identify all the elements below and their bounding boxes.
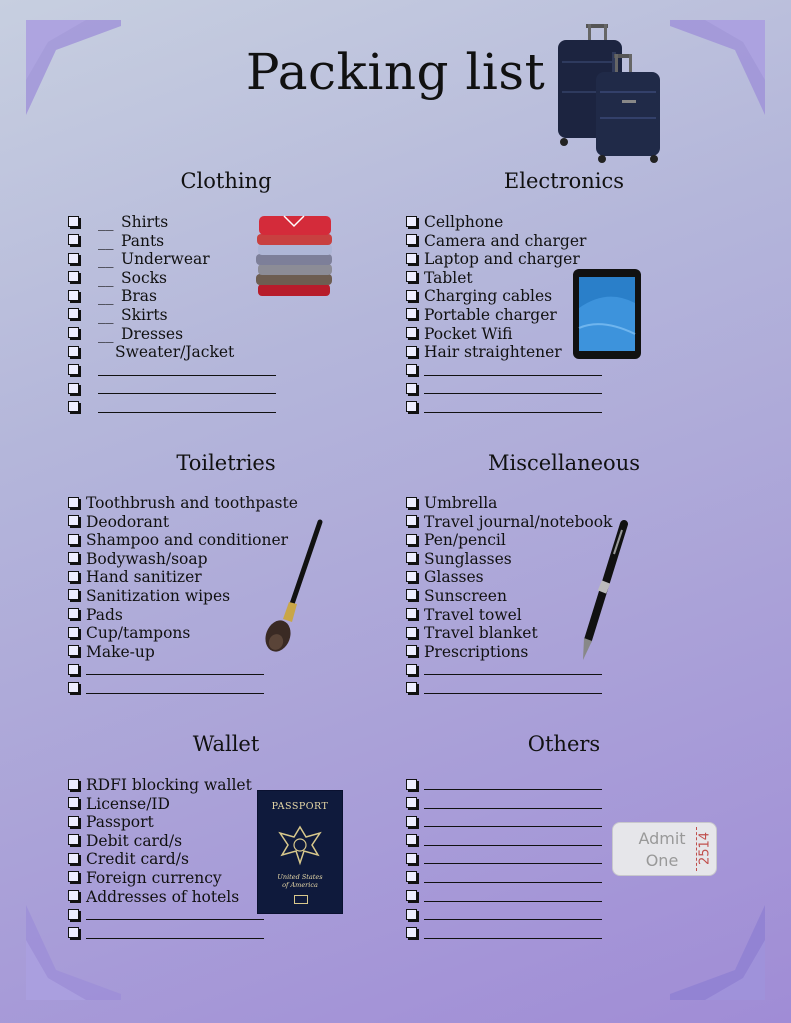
checkbox[interactable] <box>68 682 79 693</box>
others-list <box>406 776 602 943</box>
luggage-image <box>552 22 664 164</box>
list-item <box>68 213 276 232</box>
checkbox[interactable] <box>68 401 79 412</box>
item-label: Pocket Wifi <box>424 324 513 343</box>
item-label: Hand sanitizer <box>86 568 202 587</box>
list-item <box>68 343 276 362</box>
makeup-brush-image <box>262 518 326 654</box>
blank-list-item <box>406 925 602 944</box>
ticket-one-label: One <box>645 851 679 870</box>
list-item <box>406 213 602 232</box>
passport-image <box>257 790 343 914</box>
item-label: Socks <box>121 268 167 287</box>
blank-list-item <box>406 888 602 907</box>
list-item <box>68 269 276 288</box>
checkbox[interactable] <box>68 552 79 563</box>
blank-list-item <box>68 925 264 944</box>
item-label: Tablet <box>424 268 473 287</box>
count-blank: __ <box>98 324 114 343</box>
checkbox[interactable] <box>68 571 79 582</box>
write-in-line[interactable] <box>98 399 276 413</box>
item-label: Sweater/Jacket <box>115 343 235 362</box>
blank-list-item <box>406 661 612 680</box>
write-in-line[interactable] <box>424 380 602 394</box>
blank-list-item <box>406 680 612 699</box>
checkbox[interactable] <box>406 797 417 808</box>
write-in-line[interactable] <box>424 362 602 376</box>
blank-list-item <box>406 906 602 925</box>
list-item <box>68 888 264 907</box>
checkbox[interactable] <box>68 589 79 600</box>
checkbox[interactable] <box>406 779 417 790</box>
checkbox[interactable] <box>68 664 79 675</box>
checkbox[interactable] <box>406 816 417 827</box>
write-in-line[interactable] <box>424 776 602 790</box>
checkbox[interactable] <box>406 308 417 319</box>
checkbox[interactable] <box>406 927 417 938</box>
checkbox[interactable] <box>406 253 417 264</box>
item-label: Portable charger <box>424 305 557 324</box>
checkbox[interactable] <box>406 627 417 638</box>
checkbox[interactable] <box>406 534 417 545</box>
blank-list-item <box>68 362 276 381</box>
write-in-line[interactable] <box>86 661 264 675</box>
checkbox[interactable] <box>406 216 417 227</box>
item-label: Sanitization wipes <box>86 586 231 605</box>
ticket-admit-label: Admit <box>638 829 686 848</box>
clothing-heading: Clothing <box>180 169 272 193</box>
checkbox[interactable] <box>68 909 79 920</box>
item-label: Charging cables <box>424 287 553 306</box>
write-in-line[interactable] <box>424 399 602 413</box>
write-in-line[interactable] <box>424 925 602 939</box>
list-item <box>68 250 276 269</box>
item-label: Cellphone <box>424 213 504 231</box>
checkbox[interactable] <box>406 271 417 282</box>
toiletries-heading: Toiletries <box>176 451 276 475</box>
checkbox[interactable] <box>68 497 79 508</box>
count-blank: __ <box>98 231 114 250</box>
blank-list-item <box>406 832 602 851</box>
checkbox[interactable] <box>68 327 79 338</box>
item-label: Prescriptions <box>424 642 529 661</box>
item-label: RDFI blocking wallet <box>86 776 252 794</box>
blank-list-item <box>406 399 602 418</box>
checkbox[interactable] <box>406 497 417 508</box>
list-item <box>68 850 264 869</box>
count-blank: __ <box>98 305 114 324</box>
item-label: Deodorant <box>86 512 170 531</box>
write-in-line[interactable] <box>424 850 602 864</box>
checkbox[interactable] <box>406 645 417 656</box>
checkbox[interactable] <box>68 253 79 264</box>
checkbox[interactable] <box>406 571 417 582</box>
blank-list-item <box>68 906 264 925</box>
electronics-heading: Electronics <box>503 169 625 193</box>
item-label: Skirts <box>121 305 168 324</box>
blank-list-item <box>68 680 298 699</box>
blank-list-item <box>406 869 602 888</box>
item-label: Cup/tampons <box>86 624 191 643</box>
blank-list-item <box>406 362 602 381</box>
clothing-list <box>68 213 276 418</box>
blank-list-item <box>68 399 276 418</box>
checkbox[interactable] <box>68 645 79 656</box>
wallet-list <box>68 776 264 943</box>
checkbox[interactable] <box>68 853 79 864</box>
write-in-line[interactable] <box>86 925 264 939</box>
list-item <box>68 325 276 344</box>
item-label: Laptop and charger <box>424 250 580 269</box>
checkbox[interactable] <box>406 890 417 901</box>
blank-list-item <box>406 813 602 832</box>
list-item <box>68 795 264 814</box>
item-label: Shirts <box>121 213 169 231</box>
blank-list-item <box>406 850 602 869</box>
write-in-line[interactable] <box>86 680 264 694</box>
list-item <box>406 494 612 513</box>
checkbox[interactable] <box>68 816 79 827</box>
write-in-line[interactable] <box>424 795 602 809</box>
item-label: Passport <box>86 813 154 832</box>
checkbox[interactable] <box>68 234 79 245</box>
list-item <box>68 832 264 851</box>
checkbox[interactable] <box>68 346 79 357</box>
item-label: Dresses <box>121 324 184 343</box>
eagle-seal-icon <box>276 821 324 867</box>
item-label: Travel journal/notebook <box>424 512 613 531</box>
item-label: Camera and charger <box>424 231 587 250</box>
write-in-line[interactable] <box>424 680 602 694</box>
count-blank: __ <box>98 268 114 287</box>
write-in-line[interactable] <box>424 888 602 902</box>
item-label: Pants <box>121 231 165 250</box>
write-in-line[interactable] <box>424 813 602 827</box>
blank-list-item <box>68 380 276 399</box>
passport-country-line1: United States <box>277 873 323 881</box>
checkbox[interactable] <box>406 608 417 619</box>
item-label: License/ID <box>86 794 170 813</box>
write-in-line[interactable] <box>424 869 602 883</box>
item-label: Sunglasses <box>424 549 512 568</box>
item-label: Credit card/s <box>86 850 189 869</box>
checkbox[interactable] <box>68 271 79 282</box>
write-in-line[interactable] <box>424 906 602 920</box>
passport-header: PASSPORT <box>271 801 329 812</box>
checkbox[interactable] <box>406 515 417 526</box>
corner-decoration-icon <box>670 905 765 1000</box>
checkbox[interactable] <box>68 383 79 394</box>
checkbox[interactable] <box>68 308 79 319</box>
checkbox[interactable] <box>406 234 417 245</box>
blank-list-item <box>406 776 602 795</box>
list-item <box>68 494 298 513</box>
list-item <box>68 776 264 795</box>
checkbox[interactable] <box>68 834 79 845</box>
checkbox[interactable] <box>406 383 417 394</box>
wallet-heading: Wallet <box>192 732 260 756</box>
item-label: Bodywash/soap <box>86 549 208 568</box>
list-item <box>68 306 276 325</box>
others-heading: Others <box>527 732 601 756</box>
checkbox[interactable] <box>68 608 79 619</box>
checkbox[interactable] <box>68 364 79 375</box>
item-label: Addresses of hotels <box>86 887 240 906</box>
checkbox[interactable] <box>406 664 417 675</box>
tablet-image <box>572 268 642 360</box>
item-label: Travel towel <box>424 605 522 624</box>
item-label: Travel blanket <box>424 624 538 643</box>
checkbox[interactable] <box>406 401 417 412</box>
checkbox[interactable] <box>68 890 79 901</box>
write-in-line[interactable] <box>424 832 602 846</box>
folded-clothes-image <box>254 212 338 300</box>
write-in-line[interactable] <box>86 906 264 920</box>
checkbox[interactable] <box>406 871 417 882</box>
checkbox[interactable] <box>406 364 417 375</box>
item-label: Glasses <box>424 568 484 587</box>
page-title: Packing list <box>245 43 546 101</box>
ticket-number: 2514 <box>697 831 713 866</box>
item-label: Shampoo and conditioner <box>86 531 289 550</box>
item-label: Hair straightener <box>424 343 562 362</box>
list-item <box>406 232 602 251</box>
checkbox[interactable] <box>406 552 417 563</box>
count-blank: __ <box>98 287 114 306</box>
item-label: Sunscreen <box>424 586 507 605</box>
blank-list-item <box>406 795 602 814</box>
item-label: Umbrella <box>424 494 498 512</box>
checkbox[interactable] <box>406 589 417 600</box>
checkbox[interactable] <box>406 834 417 845</box>
checkbox[interactable] <box>68 216 79 227</box>
checkbox[interactable] <box>68 779 79 790</box>
checkbox[interactable] <box>68 871 79 882</box>
ticket-image <box>612 822 717 876</box>
checkbox[interactable] <box>68 534 79 545</box>
item-label: Pads <box>86 605 123 624</box>
item-label: Pen/pencil <box>424 531 506 550</box>
checkbox[interactable] <box>406 682 417 693</box>
write-in-line[interactable] <box>98 362 276 376</box>
pen-image <box>578 518 632 664</box>
blank-list-item <box>68 661 298 680</box>
item-label: Underwear <box>121 250 210 269</box>
checkbox[interactable] <box>406 327 417 338</box>
list-item <box>406 250 602 269</box>
chip-icon <box>294 895 308 904</box>
checkbox[interactable] <box>406 290 417 301</box>
miscellaneous-heading: Miscellaneous <box>487 451 641 475</box>
checkbox[interactable] <box>406 346 417 357</box>
item-label: Debit card/s <box>86 831 183 850</box>
checkbox[interactable] <box>68 515 79 526</box>
item-label: Bras <box>121 287 157 306</box>
item-label: Make-up <box>86 642 155 661</box>
checkbox[interactable] <box>406 853 417 864</box>
count-blank: __ <box>98 213 114 231</box>
checkbox[interactable] <box>406 909 417 920</box>
list-item <box>68 232 276 251</box>
checkbox[interactable] <box>68 290 79 301</box>
count-blank: __ <box>98 250 114 269</box>
list-item <box>68 813 264 832</box>
item-label: Toothbrush and toothpaste <box>86 494 298 512</box>
blank-list-item <box>406 380 602 399</box>
write-in-line[interactable] <box>424 661 602 675</box>
item-label: Foreign currency <box>86 868 222 887</box>
checkbox[interactable] <box>68 627 79 638</box>
write-in-line[interactable] <box>98 380 276 394</box>
checkbox[interactable] <box>68 797 79 808</box>
list-item <box>68 287 276 306</box>
passport-country-line2: of America <box>282 881 318 889</box>
checkbox[interactable] <box>68 927 79 938</box>
list-item <box>68 869 264 888</box>
